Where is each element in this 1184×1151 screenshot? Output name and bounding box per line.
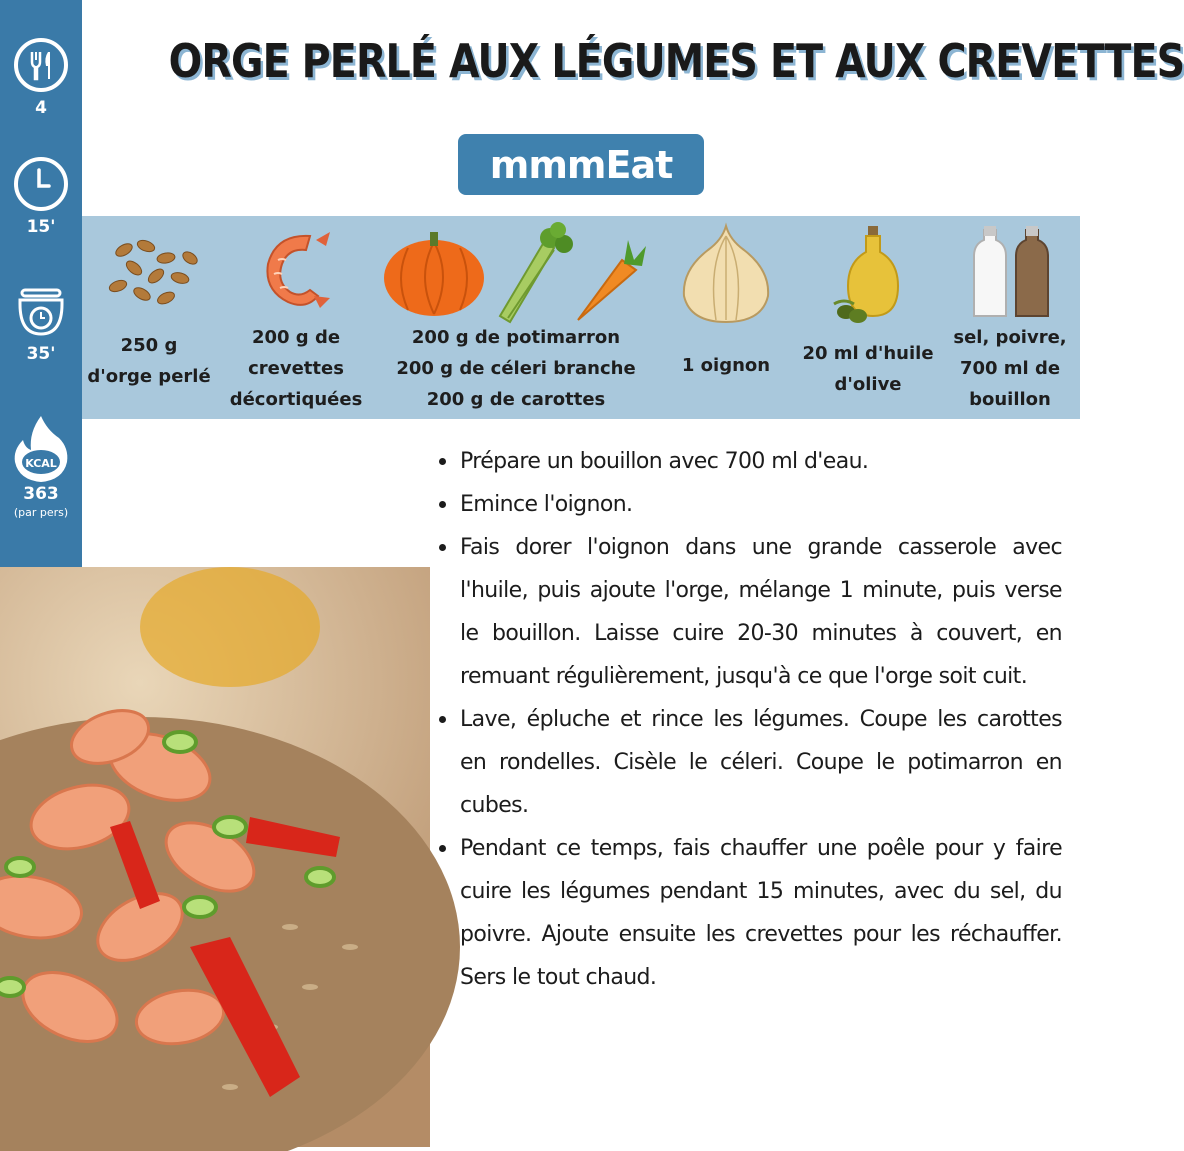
step-item: Prépare un bouillon avec 700 ml d'eau.	[436, 440, 1062, 483]
dish-photo-illustration	[0, 567, 430, 1147]
ingredient-onion	[656, 216, 796, 419]
cook-time-block	[0, 282, 82, 364]
shrimp-icon	[256, 226, 336, 316]
ingredient-label: 200 g de crevettes décortiquées	[229, 327, 363, 410]
kcal-badge-label: KCAL	[25, 457, 57, 470]
ingredient-barley	[82, 216, 216, 419]
vegetables-icon	[382, 220, 650, 325]
salt-pepper-icon	[960, 224, 1060, 320]
ingredient-label: 250 g d'orge perlé	[87, 335, 211, 387]
onion-icon	[678, 222, 774, 324]
ingredient-label: sel, poivre, 700 ml de bouillon	[953, 327, 1067, 410]
prep-time-value: 15'	[26, 217, 56, 237]
step-item: Fais dorer l'oignon dans une grande casserole avec l'huile, puis ajoute l'orge, mélange 1 minute, puis verse le bouillon. Laisse cuire 20-30 minutes à couvert, en remuant régulièrement, jusqu'à ce que l'orge soit cuit.	[436, 526, 1062, 698]
servings-block	[0, 36, 82, 118]
recipe-title: ORGE PERLÉ AUX LÉGUMES ET AUX CREVETTES	[168, 34, 1184, 88]
servings-value: 4	[35, 98, 47, 118]
calories-value: 363	[23, 484, 59, 504]
olive-oil-icon	[828, 224, 908, 324]
ingredient-label: 200 g de potimarron 200 g de céleri branche 200 g de carottes	[396, 327, 636, 410]
cutlery-icon	[12, 36, 70, 94]
flame-icon	[9, 412, 73, 484]
cook-time-value: 35'	[26, 344, 56, 364]
step-item: Lave, épluche et rince les légumes. Coupe les carottes en rondelles. Cisèle le céleri. Coupe le potimarron en cubes.	[436, 698, 1062, 827]
barley-icon	[94, 228, 204, 318]
clock-icon	[12, 155, 70, 213]
ingredient-vegetables	[376, 216, 656, 419]
brand-logo: mmmEat	[458, 134, 704, 195]
calories-note: (par pers)	[13, 506, 69, 519]
step-item: Emince l'oignon.	[436, 483, 1062, 526]
calories-block	[0, 412, 82, 519]
cooking-pot-icon	[12, 282, 70, 340]
ingredient-olive-oil	[796, 216, 940, 419]
ingredient-label: 20 ml d'huile d'olive	[802, 343, 934, 395]
dish-photo	[0, 567, 430, 1147]
step-item: Pendant ce temps, fais chauffer une poêle pour y faire cuire les légumes pendant 15 minutes, avec du sel, du poivre. Ajoute ensuite les crevettes pour les réchauffer. Sers le tout chaud.	[436, 827, 1062, 999]
ingredient-shrimp	[216, 216, 376, 419]
recipe-steps	[436, 440, 1062, 999]
prep-time-block	[0, 155, 82, 237]
ingredients-band	[82, 216, 1080, 419]
ingredient-label: 1 oignon	[681, 355, 771, 376]
ingredient-salt-pepper	[940, 216, 1080, 419]
